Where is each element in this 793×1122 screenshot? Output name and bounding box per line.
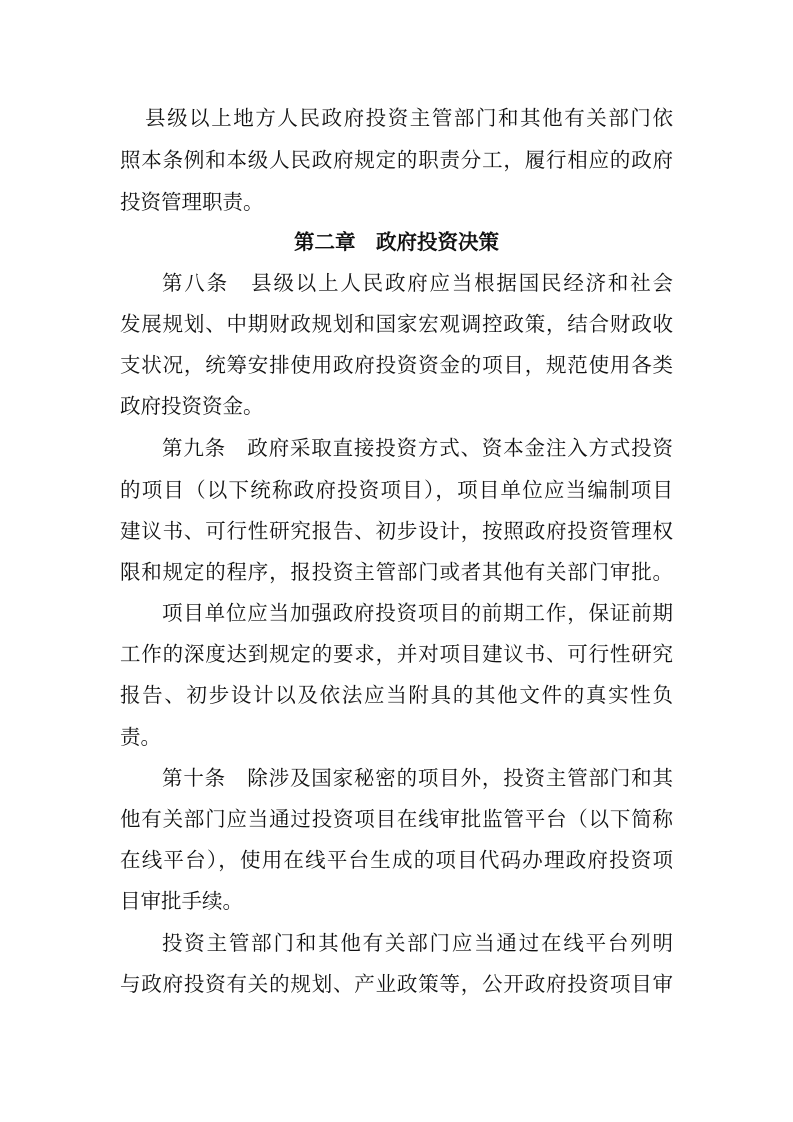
paragraph-line: 责。 xyxy=(120,725,161,749)
paragraph-line: 发展规划、中期财政规划和国家宏观调控政策，结合财政收 xyxy=(120,312,673,336)
paragraph-line: 目审批手续。 xyxy=(120,889,243,913)
paragraph-line: 支状况，统筹安排使用政府投资资金的项目，规范使用各类 xyxy=(120,353,673,377)
article-first-line: 第八条 县级以上人民政府应当根据国民经济和社会 xyxy=(162,271,673,295)
paragraph-line: 工作的深度达到规定的要求，并对项目建议书、可行性研究 xyxy=(120,642,673,666)
article-first-line: 第十条 除涉及国家秘密的项目外，投资主管部门和其 xyxy=(162,766,673,790)
paragraph-line: 他有关部门应当通过投资项目在线审批监管平台（以下简称 xyxy=(120,807,673,831)
paragraph-first-line: 投资主管部门和其他有关部门应当通过在线平台列明 xyxy=(162,931,673,955)
paragraph-line: 建议书、可行性研究报告、初步设计，按照政府投资管理权 xyxy=(120,519,673,543)
article-first-line: 第九条 政府采取直接投资方式、资本金注入方式投资 xyxy=(162,436,673,460)
paragraph-line: 与政府投资有关的规划、产业政策等，公开政府投资项目审 xyxy=(120,972,673,996)
paragraph-line: 在线平台），使用在线平台生成的项目代码办理政府投资项 xyxy=(120,848,673,872)
paragraph-line: 照本条例和本级人民政府规定的职责分工，履行相应的政府 xyxy=(120,148,673,172)
paragraph-line: 县级以上地方人民政府投资主管部门和其他有关部门依 xyxy=(145,106,673,130)
paragraph-line: 报告、初步设计以及依法应当附具的其他文件的真实性负 xyxy=(120,683,673,707)
paragraph-line: 投资管理职责。 xyxy=(120,190,264,214)
chapter-heading: 第二章 政府投资决策 xyxy=(294,230,499,254)
paragraph-first-line: 项目单位应当加强政府投资项目的前期工作，保证前期 xyxy=(162,601,673,625)
paragraph-line: 的项目（以下统称政府投资项目），项目单位应当编制项目 xyxy=(120,478,673,502)
paragraph-line: 政府投资资金。 xyxy=(120,394,264,418)
paragraph-line: 限和规定的程序，报投资主管部门或者其他有关部门审批。 xyxy=(120,560,673,584)
